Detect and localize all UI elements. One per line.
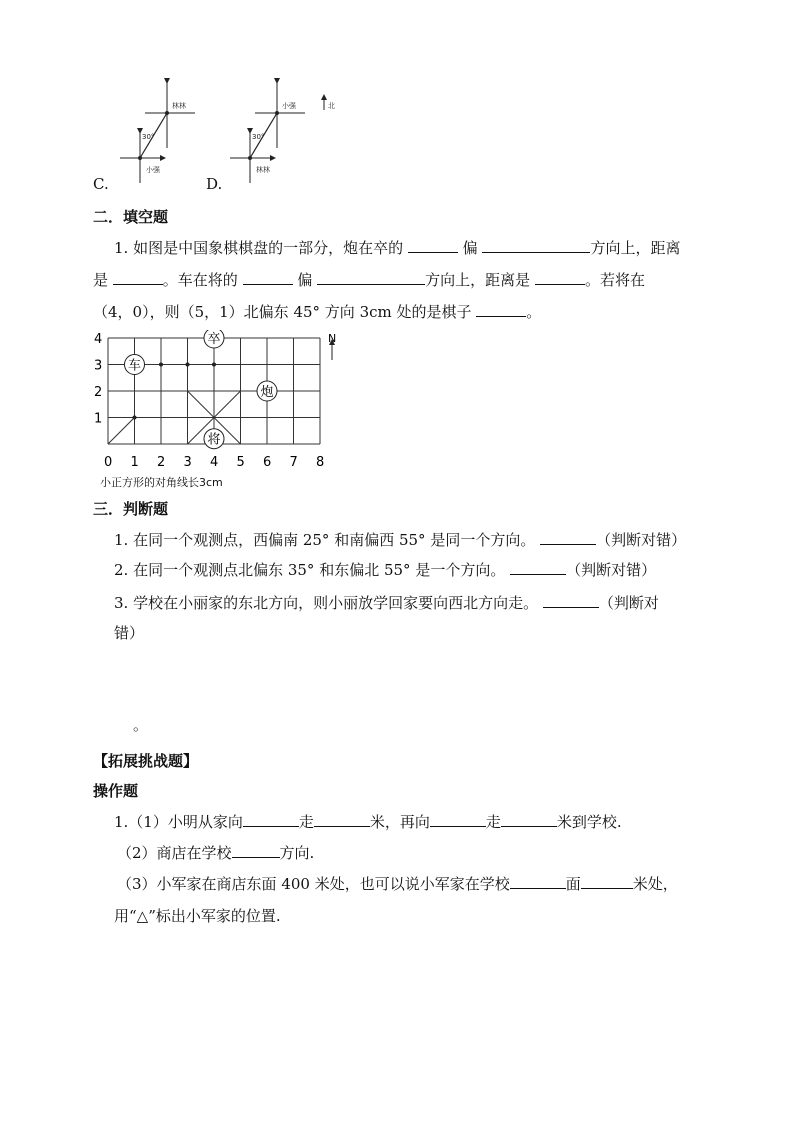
blank-home-dist[interactable] (581, 874, 633, 889)
x-tick-label: 6 (263, 455, 272, 470)
section3-heading: 三．判断题 (93, 500, 169, 518)
board-dot (133, 416, 137, 420)
piece-jiang (204, 429, 224, 449)
x-tick-label: 5 (236, 455, 245, 470)
y-tick-label: 1 (94, 411, 103, 427)
option-c-figure (110, 78, 230, 188)
x-tick-label: 8 (316, 455, 325, 470)
d-name-bottom: 林林 (256, 166, 270, 174)
option-d-figure (220, 78, 350, 188)
s3-q1: 1. 在同一个观测点，西偏南 25° 和南偏西 55° 是同一个方向。 （判断对错） (114, 531, 687, 549)
c-name-bottom: 小强 (146, 166, 160, 174)
blank-dir-1[interactable] (243, 812, 299, 827)
piece-che (125, 355, 145, 375)
board-dot (212, 363, 216, 367)
svg-text:将: 将 (207, 432, 221, 448)
blank-pao-zu-dir2[interactable] (482, 238, 590, 253)
chess-board-figure (92, 330, 352, 490)
y-tick-label: 3 (94, 358, 103, 374)
s2-q1-line1: 1. 如图是中国象棋棋盘的一部分，炮在卒的 偏 方向上，距离 (114, 239, 681, 257)
ext-p4: 用“△”标出小军家的位置. (114, 907, 281, 925)
board-caption: 小正方形的对角线长3cm (100, 476, 223, 489)
blank-tf-2[interactable] (510, 560, 566, 575)
blank-che-jiang-distance[interactable] (535, 270, 585, 285)
s2-q1-line3: （4，0），则（5，1）北偏东 45° 方向 3cm 处的是棋子 。 (93, 303, 542, 321)
blank-tf-1[interactable] (540, 530, 596, 545)
d-name-top: 小强 (282, 102, 296, 110)
blank-dist-2[interactable] (501, 812, 557, 827)
x-tick-label: 0 (104, 455, 113, 470)
svg-text:炮: 炮 (260, 385, 274, 400)
s3-q3-cont: 错） (114, 624, 145, 642)
y-tick-label: 4 (94, 332, 103, 347)
blank-piece-name[interactable] (476, 302, 526, 317)
extension-heading: 【拓展挑战题】 (93, 752, 199, 770)
board-dot (186, 363, 190, 367)
s2-q1-line2: 是 。车在将的 偏 方向上，距离是 。若将在 (93, 271, 645, 289)
board-north-label: N (328, 332, 337, 345)
svg-text:卒: 卒 (207, 332, 221, 347)
option-d-label: D. (206, 175, 223, 193)
blank-che-jiang-dir1[interactable] (243, 270, 293, 285)
blank-home-dir[interactable] (510, 874, 566, 889)
x-tick-label: 3 (183, 455, 192, 470)
c-angle: 30° (142, 133, 155, 141)
x-tick-label: 1 (130, 455, 139, 470)
blank-che-jiang-dir2[interactable] (317, 270, 425, 285)
sample-diagonal (108, 418, 135, 445)
c-name-top: 林林 (172, 102, 186, 110)
piece-zu (204, 330, 224, 348)
blank-pao-zu-dir1[interactable] (408, 238, 458, 253)
option-c-label: C. (93, 175, 109, 193)
x-tick-label: 2 (157, 455, 166, 470)
board-dot (159, 363, 163, 367)
ext-p2: （2）商店在学校 方向. (117, 844, 315, 862)
extension-subheading: 操作题 (93, 782, 139, 800)
blank-tf-3[interactable] (543, 593, 599, 608)
ext-p3: （3）小军家在商店东面 400 米处，也可以说小军家在学校 面 米处， (117, 875, 678, 893)
y-tick-label: 2 (94, 385, 103, 400)
x-tick-label: 7 (289, 455, 298, 470)
d-north-label: 北 (328, 102, 335, 110)
s3-q2: 2. 在同一个观测点北偏东 35° 和东偏北 55° 是一个方向。 （判断对错） (114, 561, 657, 579)
stray-dot: 。 (133, 716, 149, 734)
s3-q3: 3. 学校在小丽家的东北方向，则小丽放学回家要向西北方向走。 （判断对 (114, 594, 659, 612)
d-angle: 30° (252, 133, 265, 141)
blank-shop-dir[interactable] (232, 843, 280, 858)
x-tick-label: 4 (210, 455, 219, 470)
blank-dir-2[interactable] (430, 812, 486, 827)
section2-heading: 二．填空题 (93, 208, 169, 226)
svg-text:车: 车 (127, 358, 142, 374)
ext-p1: 1.（1）小明从家向 走 米，再向 走 米到学校. (114, 813, 622, 831)
blank-pao-zu-distance[interactable] (113, 270, 163, 285)
blank-dist-1[interactable] (314, 812, 370, 827)
piece-pao (257, 381, 277, 401)
